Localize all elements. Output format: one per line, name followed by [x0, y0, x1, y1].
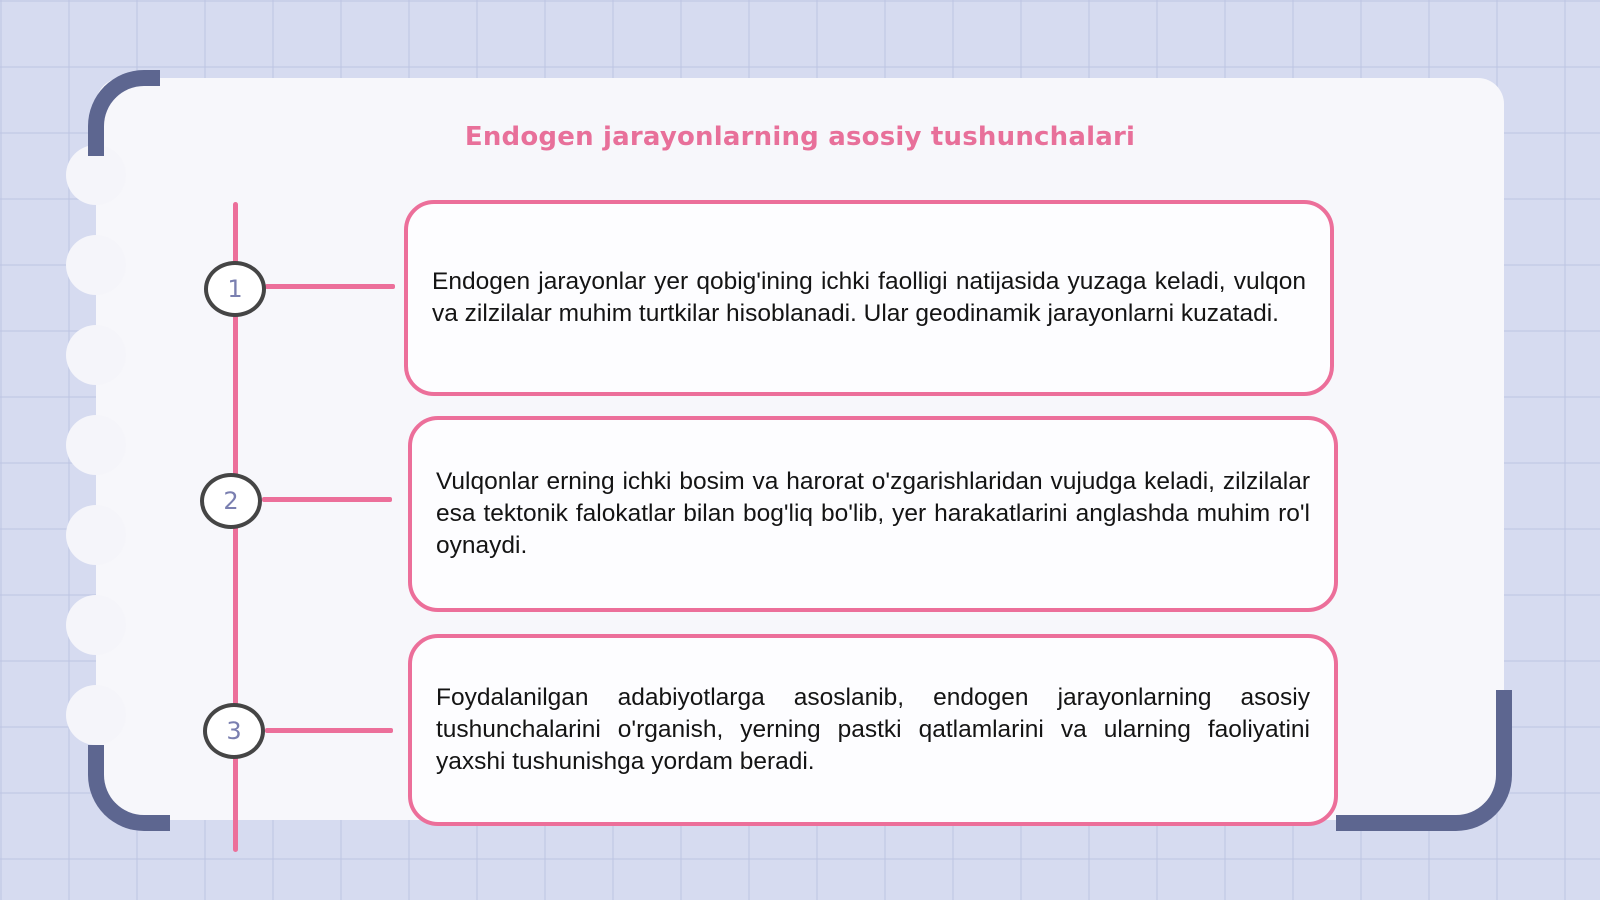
timeline-connector	[265, 728, 393, 733]
step-number-circle	[203, 703, 265, 759]
paper-scallop	[66, 235, 126, 295]
slide-title: Endogen jarayonlarning asosiy tushunchalari	[464, 122, 1136, 152]
timeline-connector	[265, 284, 395, 289]
step-number: 1	[227, 275, 243, 303]
step-number: 3	[226, 717, 242, 745]
paper-scallop	[66, 685, 126, 745]
paper-scallop	[66, 325, 126, 385]
step-number-circle	[200, 473, 262, 529]
step-card-text: Foydalanilgan adabiyotlarga asoslanib, endogen jarayonlarning asosiy tushunchalarini o'rganish, yerning pastki qatlamlarini va ularning faoliyatini yaxshi tushunishga yordam beradi.	[436, 684, 1310, 775]
step-card	[404, 200, 1334, 396]
step-card	[408, 634, 1338, 826]
step-number: 2	[223, 487, 239, 515]
paper-scallop	[66, 505, 126, 565]
corner-bracket-bottom-right	[1336, 690, 1512, 831]
paper-scallop	[66, 415, 126, 475]
step-card-text: Vulqonlar erning ichki bosim va harorat o'zgarishlaridan vujudga keladi, zilzilalar esa tektonik falokatlar bilan bog'liq bo'lib, yer harakatlarini anglashda muhim ro'l oynaydi.	[436, 468, 1310, 559]
step-number-circle	[204, 261, 266, 317]
corner-bracket-bottom-left	[88, 745, 170, 831]
step-card	[408, 416, 1338, 612]
paper-scallop	[66, 595, 126, 655]
step-card-text: Endogen jarayonlar yer qobig'ining ichki faolligi natijasida yuzaga keladi, vulqon va zilzilalar muhim turtkilar hisoblanadi. Ular geodinamik jarayonlarni kuzatadi.	[432, 268, 1306, 327]
timeline-connector	[262, 497, 392, 502]
